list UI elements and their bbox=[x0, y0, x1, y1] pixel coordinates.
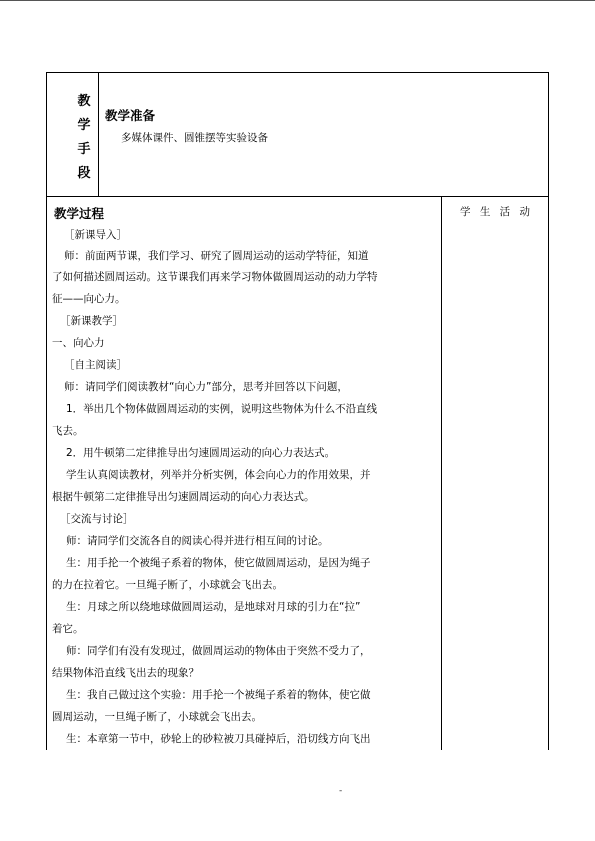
row-divider bbox=[46, 196, 549, 197]
page-top-rule bbox=[0, 0, 595, 1]
body-line: 生：本章第一节中，砂轮上的砂粒被刀具碰掉后，沿切线方向飞出 bbox=[66, 733, 371, 745]
table-right-border bbox=[548, 72, 549, 750]
table-left-border bbox=[46, 72, 47, 750]
table-top-border bbox=[46, 72, 549, 73]
body-line: 师：前面两节课，我们学习、研究了圆周运动的运动学特征，知道 bbox=[64, 250, 369, 262]
label-char: 手 bbox=[77, 142, 91, 157]
teaching-prep-text: 多媒体课件、圆锥摆等实验设备 bbox=[121, 132, 268, 144]
teaching-means-label bbox=[74, 90, 94, 186]
body-line: 2．用牛顿第二定律推导出匀速圆周运动的向心力表达式。 bbox=[66, 447, 336, 459]
label-char: 教 bbox=[77, 94, 91, 109]
body-line: 飞去。 bbox=[52, 425, 84, 437]
body-line: ［新课教学］ bbox=[60, 315, 123, 327]
body-line: 师：同学们有没有发现过，做圆周运动的物体由于突然不受力了， bbox=[66, 645, 371, 657]
body-line: 一、向心力 bbox=[52, 337, 105, 349]
body-line: 生：月球之所以绕地球做圆周运动，是地球对月球的引力在“拉” bbox=[66, 601, 361, 613]
body-line: 师：请同学们阅读教材“向心力”部分，思考并回答以下问题， bbox=[64, 381, 348, 393]
label-char: 学 bbox=[77, 118, 91, 133]
lesson-table bbox=[46, 72, 549, 750]
body-line: 根据牛顿第二定律推导出匀速圆周运动的向心力表达式。 bbox=[52, 491, 315, 503]
body-line: 1．举出几个物体做圆周运动的实例，说明这些物体为什么不沿直线 bbox=[66, 403, 378, 415]
body-line: 结果物体沿直线飞出去的现象？ bbox=[52, 667, 199, 679]
body-line: 学生认真阅读教材，列举并分析实例，体会向心力的作用效果，并 bbox=[66, 469, 371, 481]
label-char: 段 bbox=[77, 166, 91, 181]
body-line: 生：用手抡一个被绳子系着的物体，使它做圆周运动，是因为绳子 bbox=[66, 557, 371, 569]
body-line: 的力在拉着它。一旦绳子断了，小球就会飞出去。 bbox=[52, 579, 283, 591]
student-column-divider bbox=[441, 196, 442, 750]
label-column-divider bbox=[98, 72, 99, 196]
body-line: 师：请同学们交流各自的阅读心得并进行相互间的讨论。 bbox=[66, 535, 329, 547]
teaching-prep-title: 教学准备 bbox=[105, 108, 156, 123]
body-line: 了如何描述圆周运动。这节课我们再来学习物体做圆周运动的动力学特 bbox=[52, 271, 378, 283]
student-activity-title: 学 生 活 动 bbox=[459, 206, 533, 218]
body-line: ［自主阅读］ bbox=[64, 359, 127, 371]
body-line: ［交流与讨论］ bbox=[60, 513, 134, 525]
body-line: 征——向心力。 bbox=[52, 293, 126, 305]
body-line: ［新课导入］ bbox=[64, 229, 127, 241]
body-line: 生：我自己做过这个实验：用手抡一个被绳子系着的物体，使它做 bbox=[66, 689, 371, 701]
body-line: 圆周运动，一旦绳子断了，小球就会飞出去。 bbox=[52, 711, 262, 723]
teaching-process-title: 教学过程 bbox=[54, 206, 105, 221]
page-footer-mark: - bbox=[339, 786, 343, 796]
body-line: 着它。 bbox=[52, 623, 84, 635]
